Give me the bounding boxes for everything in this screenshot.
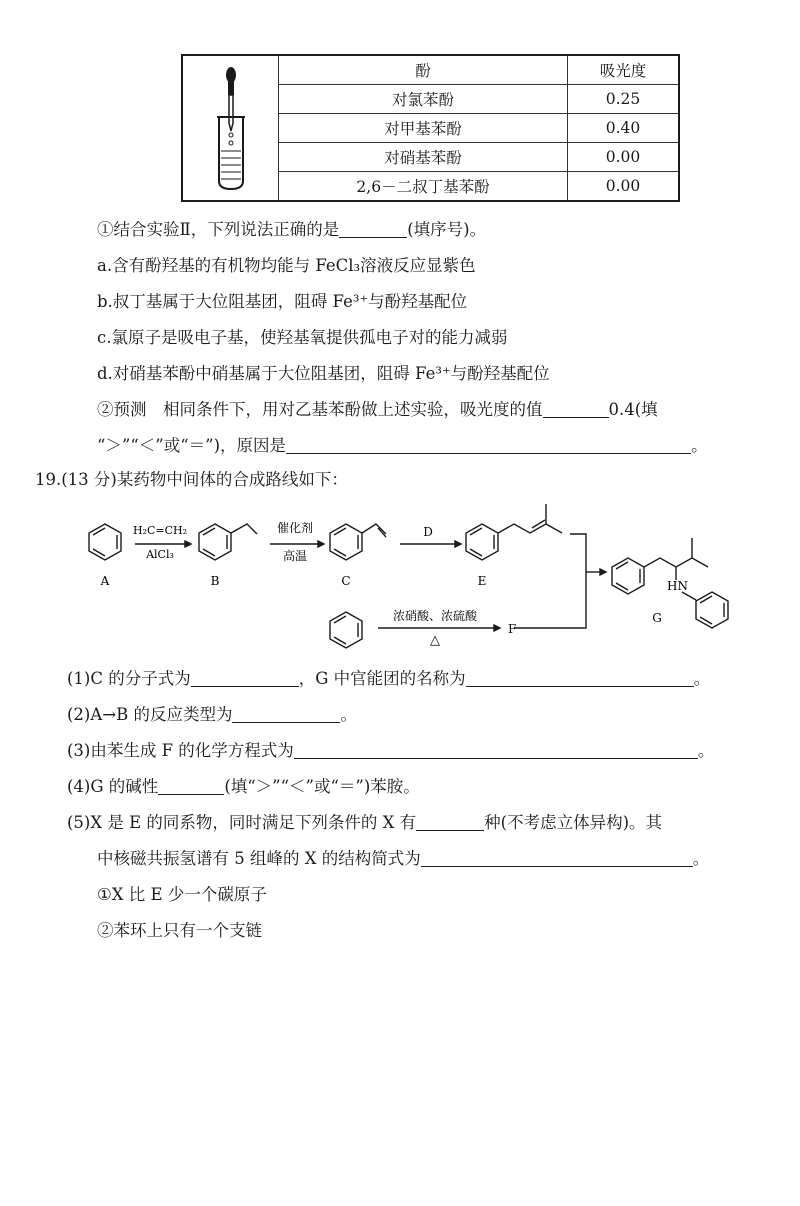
q18-part1-text: ①结合实验Ⅱ，下列说法正确的是: [97, 220, 340, 239]
dropper-tube-cell: [182, 55, 279, 201]
absorbance-value: 0.25: [568, 85, 680, 114]
option-a: a.含有酚羟基的有机物均能与 FeCl₃溶液反应显紫色: [97, 256, 476, 275]
q19-sub5-line2-text: 中核磁共振氢谱有 5 组峰的 X 的结构简式为: [97, 849, 421, 868]
absorbance-value: 0.40: [568, 114, 680, 143]
reagent-alcl3: AlCl₃: [146, 548, 174, 561]
label-a: A: [100, 574, 110, 588]
absorbance-value: 0.00: [568, 172, 680, 202]
q18-part2-suffix: 0.4(填: [608, 400, 658, 419]
styrene-c-icon: [330, 524, 386, 560]
q18-part2-blank[interactable]: [543, 399, 609, 418]
compound-e-icon: [466, 504, 562, 560]
ethylbenzene-b-icon: [199, 524, 257, 560]
q19-sub5-text: (5)X 是 E 的同系物，同时满足下列条件的 X 有: [67, 813, 417, 832]
option-d: d.对硝基苯酚中硝基属于大位阻基团，阻碍 Fe³⁺与酚羟基配位: [97, 364, 550, 383]
q19-sub5-blank1[interactable]: [416, 812, 484, 831]
reagent-heat: △: [430, 633, 440, 648]
q19-sub5-blank2[interactable]: [421, 848, 693, 867]
q19-sub5-end: 。: [692, 849, 710, 868]
q19-title: 19.(13 分)某药物中间体的合成路线如下：: [35, 470, 348, 489]
q19-sub5-line2: [97, 845, 709, 869]
q18-part2-text: ②预测 相同条件下，用对乙基苯酚做上述实验，吸光度的值: [97, 400, 543, 419]
q19-sub1: [67, 665, 710, 689]
q19-sub3: [67, 737, 714, 761]
q19-sub1-mid: ，G 中官能团的名称为: [298, 669, 466, 688]
phenol-name: 2,6－二叔丁基苯酚: [279, 172, 568, 202]
q19-sub5-suffix: 种(不考虑立体异构)。其: [484, 813, 663, 832]
reagent-nitration: 浓硝酸、浓硫酸: [392, 609, 478, 623]
q18-part1-suffix: (填序号)。: [407, 220, 487, 239]
header-absorbance: 吸光度: [568, 55, 680, 85]
q18-part2: [97, 396, 658, 420]
reagent-high-temp: 高温: [282, 549, 308, 563]
q18-part1-blank[interactable]: [339, 219, 407, 238]
reagent-ethylene: H₂C=CH₂: [132, 524, 188, 537]
reagent-d: D: [423, 525, 433, 539]
phenol-name: 对氯苯酚: [279, 85, 568, 114]
dropper-test-tube-icon: [211, 61, 251, 191]
q19-sub1-blank2[interactable]: [466, 668, 694, 687]
q19-sub3-text: (3)由苯生成 F 的化学方程式为: [67, 741, 294, 760]
q19-sub1-end: 。: [693, 669, 711, 688]
label-b: B: [210, 574, 220, 588]
option-b: b.叔丁基属于大位阻基团，阻碍 Fe³⁺与酚羟基配位: [97, 292, 468, 311]
q19-sub4-blank[interactable]: [158, 776, 224, 795]
q19-sub4-text: (4)G 的碱性: [67, 777, 159, 796]
header-phenol: 酚: [279, 55, 568, 85]
q19-sub4-suffix: (填“＞”“＜”或“＝”)苯胺。: [224, 777, 420, 796]
condition-1: ①X 比 E 少一个碳原子: [97, 885, 267, 904]
label-f: F: [508, 622, 517, 636]
q19-sub2-end: 。: [340, 705, 357, 724]
q19-sub4: [67, 773, 420, 797]
q19-sub3-blank[interactable]: [294, 740, 698, 759]
label-g: G: [652, 611, 662, 625]
label-hn: HN: [667, 579, 688, 593]
q19-sub5: [67, 809, 662, 833]
benzene-f-start-icon: [330, 612, 362, 648]
q18-reason-end: 。: [691, 436, 708, 455]
q19-sub2-blank[interactable]: [232, 704, 340, 723]
q19-sub2: [67, 701, 357, 725]
q18-part1: [97, 216, 486, 240]
option-c: c.氯原子是吸电子基，使羟基氧提供孤电子对的能力减弱: [97, 328, 508, 347]
absorbance-table: [181, 54, 680, 202]
label-e: E: [477, 574, 487, 588]
phenol-name: 对甲基苯酚: [279, 114, 568, 143]
label-c: C: [341, 574, 351, 588]
q19-sub3-end: 。: [697, 741, 715, 760]
reagent-catalyst: 催化剂: [276, 521, 314, 535]
q19-sub1-blank1[interactable]: [191, 668, 299, 687]
q19-sub2-text: (2)A→B 的反应类型为: [67, 705, 233, 724]
phenol-name: 对硝基苯酚: [279, 143, 568, 172]
q19-sub1-text: (1)C 的分子式为: [67, 669, 191, 688]
q18-reason-blank[interactable]: [286, 435, 691, 454]
benzene-a-icon: [89, 524, 121, 560]
q18-reason-text: “＞”“＜”或“＝”)，原因是: [97, 436, 287, 455]
condition-2: ②苯环上只有一个支链: [97, 921, 262, 940]
absorbance-value: 0.00: [568, 143, 680, 172]
synthesis-scheme: [60, 490, 780, 660]
q18-part2-line2: [97, 432, 708, 456]
